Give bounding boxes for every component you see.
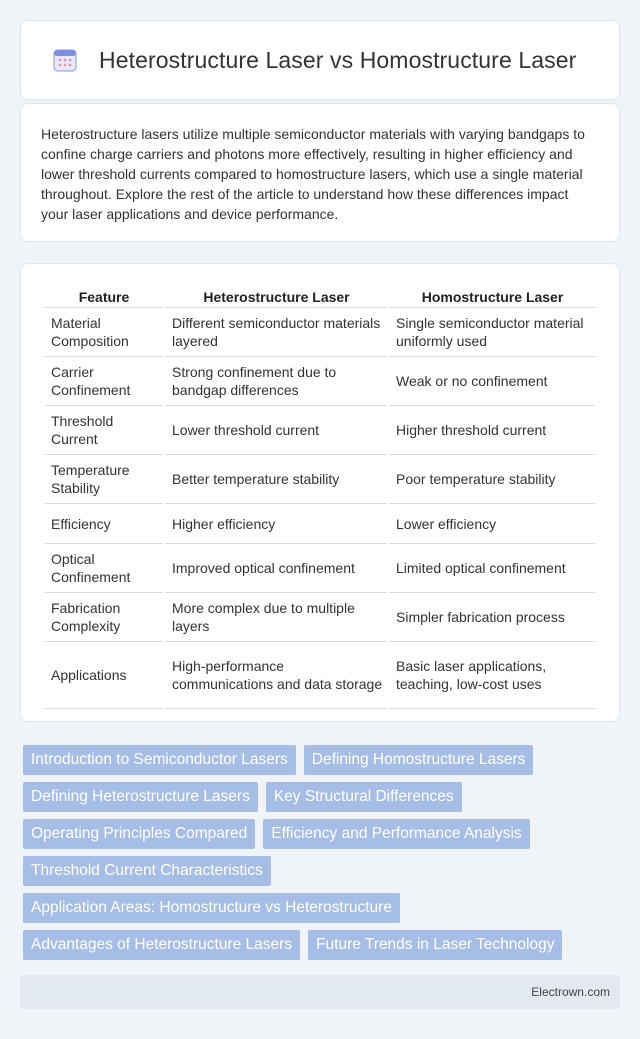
table-header-row xyxy=(45,284,595,308)
tag-key-structural-differences[interactable]: Key Structural Differences xyxy=(266,782,462,812)
heterostructure-cell: Improved optical confinement xyxy=(166,544,387,593)
table-row xyxy=(45,455,595,504)
table-row xyxy=(45,504,595,544)
tag-advantages-heterostructure[interactable]: Advantages of Heterostructure Lasers xyxy=(23,930,300,960)
page-title: Heterostructure Laser vs Homostructure Laser xyxy=(99,46,577,73)
homostructure-cell: Limited optical confinement xyxy=(390,544,595,593)
feature-cell: Applications xyxy=(45,642,163,709)
homostructure-cell: Lower efficiency xyxy=(390,504,595,544)
footer-brand: Electrown.com xyxy=(531,985,610,999)
table-row xyxy=(45,406,595,455)
homostructure-cell: Weak or no confinement xyxy=(390,357,595,406)
table-row xyxy=(45,308,595,357)
column-header-heterostructure: Heterostructure Laser xyxy=(166,284,387,308)
heterostructure-cell: More complex due to multiple layers xyxy=(166,593,387,642)
tag-threshold-current[interactable]: Threshold Current Characteristics xyxy=(23,856,271,886)
feature-cell: Carrier Confinement xyxy=(45,357,163,406)
calendar-grid-icon xyxy=(51,46,79,74)
tag-defining-heterostructure[interactable]: Defining Heterostructure Lasers xyxy=(23,782,258,812)
tag-efficiency-performance[interactable]: Efficiency and Performance Analysis xyxy=(263,819,529,849)
heterostructure-cell: Higher efficiency xyxy=(166,504,387,544)
comparison-card xyxy=(20,263,620,722)
heterostructure-cell: Better temperature stability xyxy=(166,455,387,504)
column-header-feature: Feature xyxy=(45,284,163,308)
homostructure-cell: Simpler fabrication process xyxy=(390,593,595,642)
homostructure-cell: Single semiconductor material uniformly used xyxy=(390,308,595,357)
tag-introduction[interactable]: Introduction to Semiconductor Lasers xyxy=(23,745,296,775)
table-row xyxy=(45,593,595,642)
topic-tags xyxy=(23,745,623,967)
intro-paragraph: Heterostructure lasers utilize multiple semiconductor materials with varying bandgaps to confine charge carriers and photons more effectively, resulting in higher efficiency and lower threshold currents compared to homostructure lasers, which use a single material throughout. Explore the rest of the article to understand how these differences impact your laser applications and device performance. xyxy=(41,126,585,222)
feature-cell: Threshold Current xyxy=(45,406,163,455)
heterostructure-cell: High-performance communications and data storage xyxy=(166,642,387,709)
intro-card xyxy=(20,103,620,242)
tag-application-areas[interactable]: Application Areas: Homostructure vs Heterostructure xyxy=(23,893,400,923)
heterostructure-cell: Different semiconductor materials layered xyxy=(166,308,387,357)
comparison-table xyxy=(42,284,598,709)
heterostructure-cell: Lower threshold current xyxy=(166,406,387,455)
table-row xyxy=(45,642,595,709)
heterostructure-cell: Strong confinement due to bandgap differences xyxy=(166,357,387,406)
table-row xyxy=(45,357,595,406)
tag-defining-homostructure[interactable]: Defining Homostructure Lasers xyxy=(304,745,534,775)
feature-cell: Material Composition xyxy=(45,308,163,357)
footer-bar xyxy=(20,975,620,1009)
table-row xyxy=(45,544,595,593)
feature-cell: Fabrication Complexity xyxy=(45,593,163,642)
column-header-homostructure: Homostructure Laser xyxy=(390,284,595,308)
tag-operating-principles[interactable]: Operating Principles Compared xyxy=(23,819,255,849)
feature-cell: Optical Confinement xyxy=(45,544,163,593)
tag-future-trends[interactable]: Future Trends in Laser Technology xyxy=(308,930,562,960)
feature-cell: Efficiency xyxy=(45,504,163,544)
homostructure-cell: Poor temperature stability xyxy=(390,455,595,504)
homostructure-cell: Higher threshold current xyxy=(390,406,595,455)
feature-cell: Temperature Stability xyxy=(45,455,163,504)
homostructure-cell: Basic laser applications, teaching, low-cost uses xyxy=(390,642,595,709)
title-card xyxy=(20,20,620,100)
